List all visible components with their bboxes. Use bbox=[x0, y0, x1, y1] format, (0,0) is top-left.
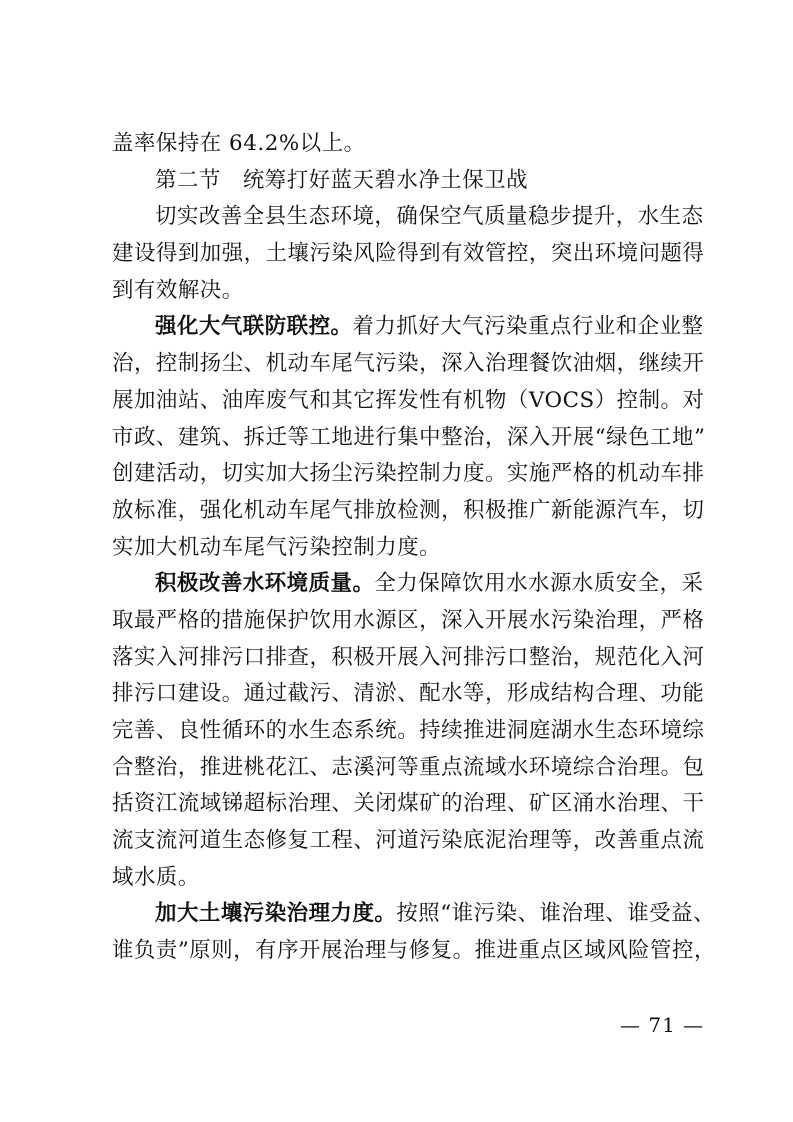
body-line: 建设得到加强，土壤污染风险得到有效管控，突出环境问题得 bbox=[112, 241, 705, 267]
section-title: 统筹打好蓝天碧水净土保卫战 bbox=[242, 167, 529, 193]
body-line: 盖率保持在 64.2%以上。 bbox=[112, 131, 366, 156]
paragraph-heading: 积极改善水环境质量。 bbox=[155, 571, 375, 597]
paragraph-heading: 加大土壤污染治理力度。 bbox=[155, 901, 397, 927]
paragraph-first-line bbox=[112, 566, 704, 603]
body-line: 括资江流域锑超标治理、关闭煤矿的治理、矿区涌水治理、干 bbox=[112, 791, 705, 817]
page-number: — 71 — bbox=[620, 1013, 705, 1037]
section-heading bbox=[112, 163, 687, 200]
body-line: 合整治，推进桃花江、志溪河等重点流域水环境综合治理。包 bbox=[112, 754, 705, 780]
section-number: 第二节 bbox=[155, 167, 221, 193]
body-line: 谁负责”原则，有序开展治理与修复。推进重点区域风险管控， bbox=[112, 938, 716, 964]
body-line: 排污口建设。通过截污、清淤、配水等，形成结构合理、功能 bbox=[112, 681, 705, 707]
body-text: 按照“谁污染、谁治理、谁受益、 bbox=[396, 901, 716, 927]
paragraph-first-line bbox=[112, 309, 704, 346]
body-line: 市政、建筑、拆迁等工地进行集中整治，深入开展“绿色工地” bbox=[112, 424, 706, 450]
body-text: 着力抓好大气污染重点行业和企业整 bbox=[352, 314, 704, 340]
body-line: 完善、良性循环的水生态系统。持续推进洞庭湖水生态环境综 bbox=[112, 718, 705, 743]
body-line: 落实入河排污口排查，积极开展入河排污口整治，规范化入河 bbox=[112, 644, 705, 670]
body-line: 切实改善全县生态环境，确保空气质量稳步提升，水生态 bbox=[155, 204, 704, 230]
body-line: 流支流河道生态修复工程、河道污染底泥治理等，改善重点流 bbox=[112, 828, 705, 854]
body-line: 取最严格的措施保护饮用水源区，深入开展水污染治理，严格 bbox=[112, 607, 705, 633]
body-line: 展加油站、油库废气和其它挥发性有机物（VOCS）控制。对 bbox=[112, 387, 705, 413]
body-line: 域水质。 bbox=[112, 864, 200, 890]
body-line: 到有效解决。 bbox=[112, 277, 244, 303]
body-line: 放标准，强化机动车尾气排放检测，积极推广新能源汽车，切 bbox=[112, 497, 705, 523]
paragraph-heading: 强化大气联防联控。 bbox=[155, 314, 353, 340]
body-line: 实加大机动车尾气污染控制力度。 bbox=[112, 534, 442, 560]
document-page bbox=[112, 126, 716, 970]
paragraph-first-line bbox=[112, 896, 716, 933]
body-text: 全力保障饮用水水源水质安全，采 bbox=[374, 571, 704, 597]
body-line: 治，控制扬尘、机动车尾气污染，深入治理餐饮油烟，继续开 bbox=[112, 351, 705, 377]
body-line: 创建活动，切实加大扬尘污染控制力度。实施严格的机动车排 bbox=[112, 461, 705, 487]
